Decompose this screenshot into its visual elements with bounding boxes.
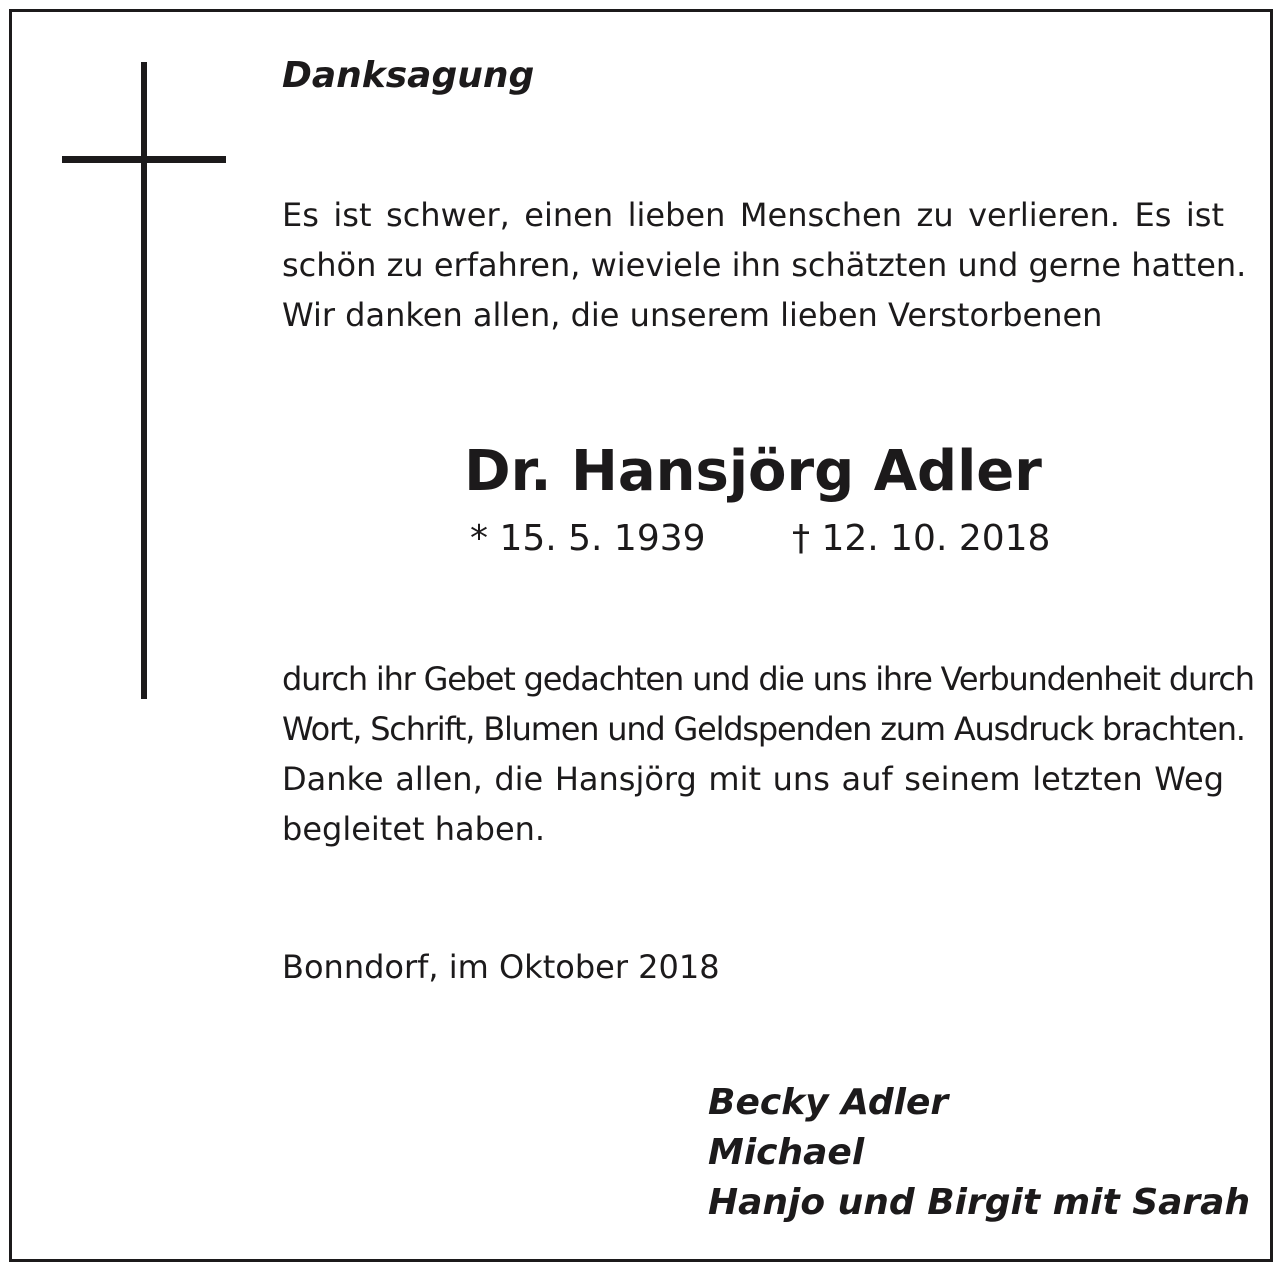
place-and-date: Bonndorf, im Oktober 2018 (282, 948, 720, 986)
signatory: Michael (708, 1132, 865, 1173)
closing-line: Wort, Schrift, Blumen und Geldspenden zum Ausdruck brachten. (282, 710, 1245, 748)
intro-line: Wir danken allen, die unserem lieben Verstorbenen (282, 296, 1103, 334)
signatories-list (708, 1078, 1250, 1228)
signatory: Hanjo und Birgit mit Sarah (708, 1182, 1251, 1223)
closing-line: Danke allen, die Hansjörg mit uns auf seinem letzten Weg (282, 760, 1224, 798)
signatory: Becky Adler (708, 1082, 949, 1123)
deceased-name: Dr. Hansjörg Adler (464, 439, 1042, 504)
intro-line: schön zu erfahren, wieviele ihn schätzten und gerne hatten. (282, 246, 1247, 284)
birth-date: * 15. 5. 1939 (470, 518, 706, 559)
death-date: † 12. 10. 2018 (792, 518, 1051, 559)
cross-icon-bar (62, 156, 226, 163)
closing-line: durch ihr Gebet gedachten und die uns ihre Verbundenheit durch (282, 660, 1254, 698)
intro-line: Es ist schwer, einen lieben Menschen zu verlieren. Es ist (282, 196, 1224, 234)
intro-paragraph (282, 190, 1247, 340)
life-dates (470, 514, 1051, 564)
closing-paragraph (282, 654, 1254, 854)
closing-line: begleitet haben. (282, 810, 546, 848)
notice-heading: Danksagung (282, 55, 535, 96)
